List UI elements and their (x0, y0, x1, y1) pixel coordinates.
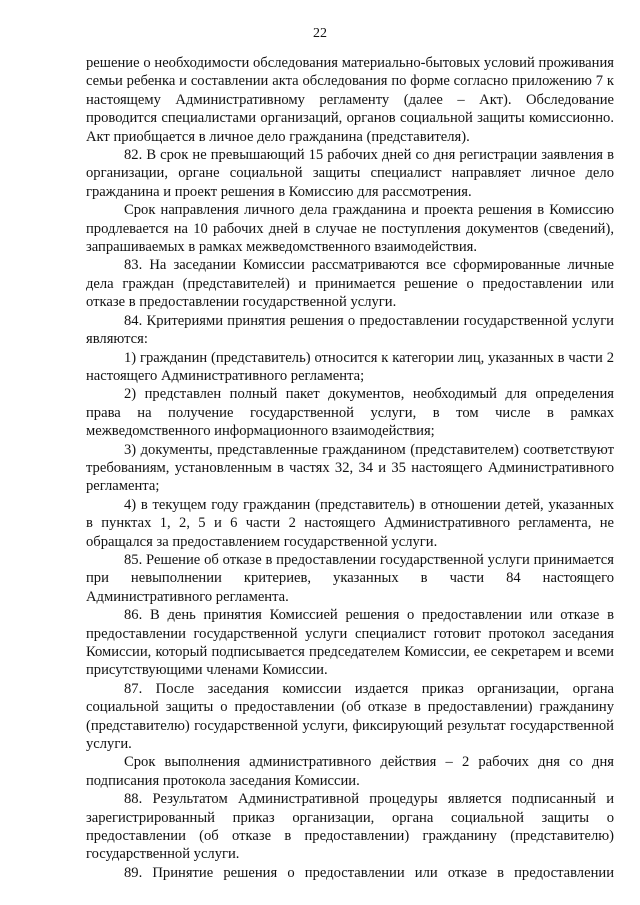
criterion-1: 1) гражданин (представитель) относится к категории лиц, указанных в части 2 настоящего Административного регламента; (86, 349, 614, 384)
paragraph-87-term: Срок выполнения административного действия – 2 рабочих дня со дня подписания протокола заседания Комиссии. (86, 754, 614, 789)
paragraph-82: 82. В срок не превышающий 15 рабочих дней со дня регистрации заявления в организации, органе социальной защиты специалист направляет личное дело гражданина и проект решения в Комиссию для рассмотрения. (86, 147, 614, 200)
criterion-2: 2) представлен полный пакет документов, необходимый для определения права на получение государственной услуги, в том числе в рамках межведомственного информационного взаимодействия; (86, 386, 614, 440)
paragraph-86: 86. В день принятия Комиссией решения о предоставлении или отказе в предоставлении государственной услуги специалист готовит протокол заседания Комиссии, который подписывается председателем Комиссии, ее секретарем и всеми присутствующими членами Комиссии. (86, 607, 614, 679)
criterion-4: 4) в текущем году гражданин (представитель) в отношении детей, указанных в пунктах 1, 2, 5 и 6 части 2 настоящего Административного регламента, не обращался за предоставлением государственной услуги. (86, 496, 614, 550)
document-body (86, 54, 614, 882)
paragraph-83: 83. На заседании Комиссии рассматриваются все сформированные личные дела граждан (представителей) и принимается решение о предоставлении или отказе в предоставлении государственной услуги. (86, 257, 614, 311)
paragraph-87: 87. После заседания комиссии издается приказ организации, органа социальной защиты о предоставлении (об отказе в предоставлении) гражданину (представителю) государственной услуги, фиксирующий результат государственной услуги. (86, 680, 614, 753)
page-number: 22 (313, 26, 327, 41)
paragraph-88: 88. Результатом Административной процедуры является подписанный и зарегистрированный приказ организации, органа социальной защиты о предоставлении (об отказе в предоставлении) гражданину (представителю) государственной услуги. (86, 791, 614, 863)
paragraph-89: 89. Принятие решения о предоставлении или отказе в предоставлении (124, 864, 614, 881)
paragraph-81-continuation: решение о необходимости обследования материально-бытовых условий проживания семьи ребенка и составлении акта обследования по форме согласно приложению 7 к настоящему Административному регламенту (далее – Акт). Обследование проводится специалистами организаций, органов социальной защиты комиссионно. Акт приобщается в личное дело гражданина (представителя). (86, 55, 614, 145)
paragraph-82-term: Срок направления личного дела гражданина и проекта решения в Комиссию продлевается на 10 рабочих дней в случае не поступления документов (сведений), запрашиваемых в рамках межведомственного взаимодействия. (86, 202, 614, 256)
paragraph-85: 85. Решение об отказе в предоставлении государственной услуги принимается при невыполнении критериев, указанных в части 84 настоящего Административного регламента. (86, 551, 614, 605)
paragraph-84: 84. Критериями принятия решения о предоставлении государственной услуги являются: (86, 312, 614, 348)
criterion-3: 3) документы, представленные гражданином (представителем) соответствуют требованиям, установленным в частях 32, 34 и 35 настоящего Административного регламента; (86, 441, 614, 495)
